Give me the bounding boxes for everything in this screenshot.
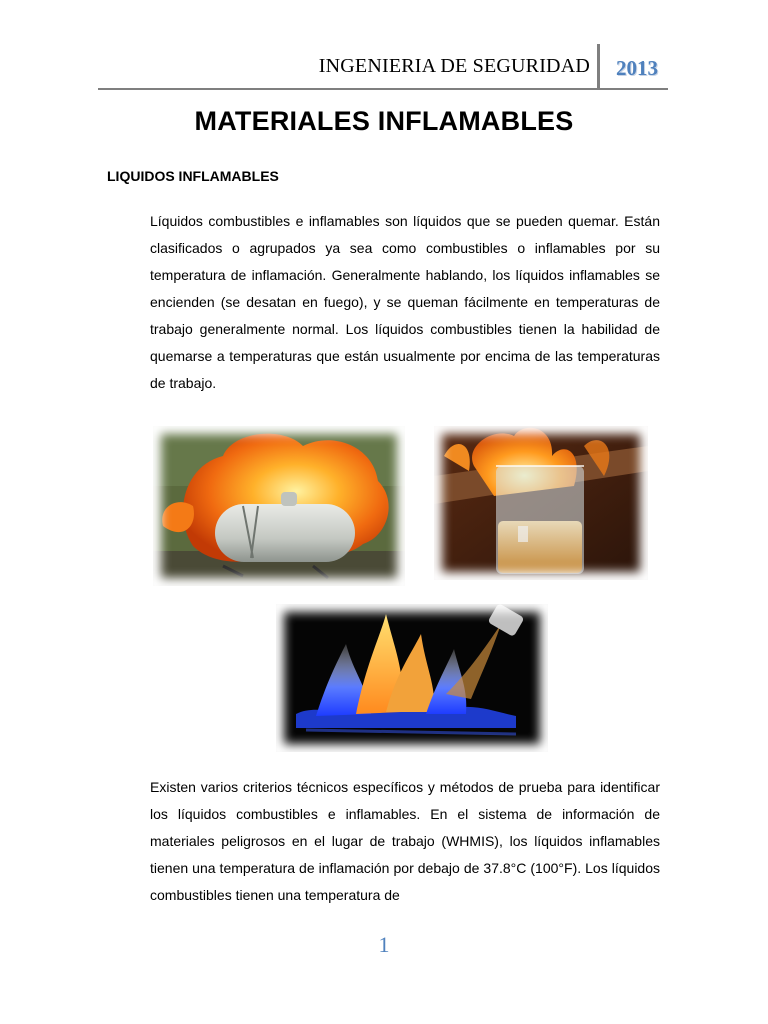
section-heading: LIQUIDOS INFLAMABLES bbox=[107, 168, 279, 184]
page-header bbox=[98, 44, 668, 90]
photo-blue-flames bbox=[276, 604, 548, 752]
document-title: MATERIALES INFLAMABLES bbox=[194, 106, 574, 136]
header-title: INGENIERIA DE SEGURIDAD bbox=[318, 55, 590, 77]
paragraph-intro: Líquidos combustibles e inflamables son líquidos que se pueden quemar. Están clasificados o agrupados ya sea como combustibles o inflamables por su temperatura de inflamación. Generalmente hablando, los líquidos inflamables se encienden (se desatan en fuego), y se queman fácilmente en temperaturas de trabajo generalmente normal. Los líquidos combustibles tienen la habilidad de quemarse a temperaturas que están usualmente por encima de las temperaturas de trabajo. bbox=[150, 213, 660, 391]
photo-beaker-fire bbox=[434, 426, 648, 580]
photo-tank-explosion bbox=[153, 426, 405, 586]
page-number: 1 bbox=[378, 932, 390, 957]
tank-explosion-illustration bbox=[153, 426, 405, 586]
blue-flames-illustration bbox=[276, 604, 548, 752]
header-year: 2013 bbox=[616, 56, 658, 80]
paragraph-criteria: Existen varios criterios técnicos específicos y métodos de prueba para identificar los líquidos combustibles e inflamables. En el sistema de información de materiales peligrosos en el lugar de trabajo (WHMIS), los líquidos inflamables tienen una temperatura de inflamación por debajo de 37.8°C (100°F). Los líquidos combustibles tienen una temperatura de bbox=[150, 779, 660, 903]
header-divider bbox=[597, 44, 600, 88]
beaker-fire-illustration bbox=[434, 426, 648, 580]
